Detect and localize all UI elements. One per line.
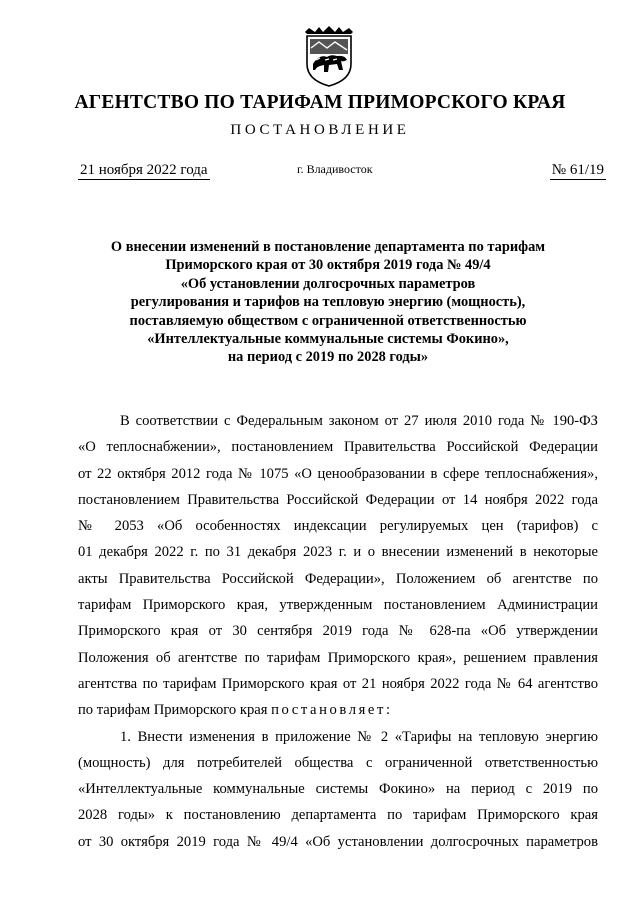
body-line: № 2053 «Об особенностях индексации регулируемых цен (тарифов) с [78, 518, 598, 535]
body-line: 01 декабря 2022 г. по 31 декабря 2023 г. и о внесении изменений в некоторые [78, 544, 598, 561]
body-line: Положения об агентстве по тарифам Приморского края», решением правления [78, 649, 598, 666]
document-body [78, 408, 598, 855]
body-line: от 30 октября 2019 года № 49/4 «Об установлении долгосрочных параметров [78, 833, 598, 850]
coat-of-arms-icon [301, 24, 357, 88]
document-title [60, 238, 596, 367]
body-line: «Интеллектуальные коммунальные системы Фокино» на период с 2019 по [78, 781, 598, 798]
title-line: «Интеллектуальные коммунальные системы Фокино», [147, 331, 509, 348]
body-line: «О теплоснабжении», постановлением Правительства Российской Федерации [78, 439, 598, 456]
document-city: г. Владивосток [297, 162, 373, 176]
document-date: 21 ноября 2022 года [80, 162, 208, 178]
body-line: 2028 годы» к постановлению департамента по тарифам Приморского края [78, 807, 598, 824]
title-line: О внесении изменений в постановление департамента по тарифам [110, 239, 546, 255]
body-line: В соответствии с Федеральным законом от 27 июля 2010 года № 190-ФЗ [120, 413, 598, 429]
title-line: поставляемую обществом с ограниченной ответственностью [129, 312, 527, 329]
body-line: акты Правительства Российской Федерации», Положением об агентстве по [78, 570, 598, 587]
title-line: на период с 2019 по 2028 годы» [227, 349, 429, 366]
decree-word: постановляет: [271, 702, 393, 719]
body-line: тарифам Приморского края, утвержденным постановлением Администрации [78, 597, 598, 614]
body-line-decree: по тарифам Приморского края постановляет: [78, 702, 393, 719]
body-line: (мощность) для потребителей общества с ограниченной ответственностью [78, 754, 598, 771]
title-line: регулирования и тарифов на тепловую энергию (мощность), [130, 294, 526, 311]
body-line: 1. Внести изменения в приложение № 2 «Тарифы на тепловую энергию [120, 728, 598, 745]
body-line: от 22 октября 2012 года № 1075 «О ценообразовании в сфере теплоснабжения», [78, 465, 598, 482]
title-line: Приморского края от 30 октября 2019 года № 49/4 [165, 257, 491, 274]
body-line: постановлением Правительства Российской Федерации от 14 ноября 2022 года [78, 491, 598, 508]
title-line: «Об установлении долгосрочных параметров [180, 275, 476, 292]
agency-name: АГЕНТСТВО ПО ТАРИФАМ ПРИМОРСКОГО КРАЯ [74, 92, 566, 113]
document-type: ПОСТАНОВЛЕНИЕ [230, 122, 410, 138]
document-number: № 61/19 [551, 162, 604, 178]
body-line: агентства по тарифам Приморского края от 21 ноября 2022 года № 64 агентство [78, 675, 598, 692]
body-line: Приморского края от 30 сентября 2019 года № 628-па «Об утверждении [78, 623, 598, 640]
